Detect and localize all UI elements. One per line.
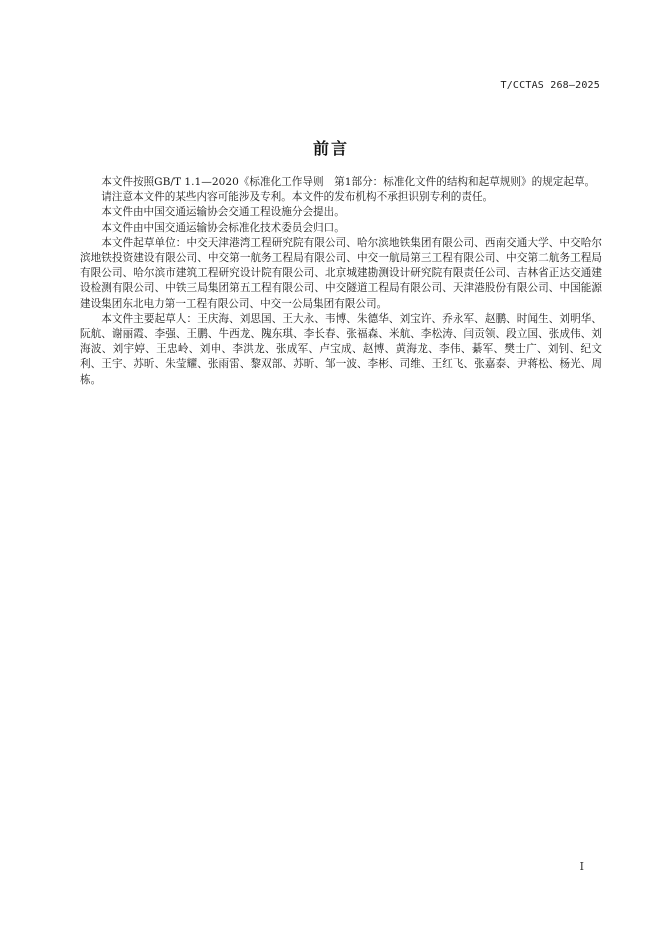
foreword-body [80, 175, 602, 388]
paragraph-drafting-organizations: 本文件起草单位：中交天津港湾工程研究院有限公司、哈尔滨地铁集团有限公司、西南交通大学、中交哈尔滨地铁投资建设有限公司、中交第一航务工程局有限公司、中交一航局第三工程有限公司、中交第二航务工程局有限公司、哈尔滨市建筑工程研究设计院有限公司、北京城建勘测设计研究院有限责任公司、吉林省正达交通建设检测有限公司、中铁三局集团第五工程有限公司、中交隧道工程局有限公司、天津港股份有限公司、中国能源建设集团东北电力第一工程有限公司、中交一公局集团有限公司。 [80, 236, 602, 310]
page-number: I [579, 860, 584, 873]
paragraph-under-jurisdiction: 本文件由中国交通运输协会标准化技术委员会归口。 [101, 221, 345, 234]
paragraph-proposed-by: 本文件由中国交通运输协会交通工程设施分会提出。 [101, 206, 345, 219]
document-code: T/CCTAS 268—2025 [500, 80, 600, 91]
page-title: 前言 [312, 139, 349, 158]
paragraph-patent-notice: 请注意本文件的某些内容可能涉及专利。本文件的发布机构不承担识别专利的责任。 [101, 191, 494, 204]
paragraph-drafters: 本文件主要起草人：王庆海、刘思国、王大永、韦博、朱德华、刘宝许、乔永军、赵鹏、时闻生、刘明华、阮航、谢丽霞、李强、王鹏、牛西龙、隗东琪、李长春、张福森、米航、李松涛、闫贡领、段立国、张成伟、刘海波、刘宇婷、王忠岭、刘申、李洪龙、张成军、卢宝成、赵博、黄海龙、李伟、綦军、樊士广、刘钊、纪文利、王宇、苏昕、朱莹耀、张雨雷、黎双部、苏昕、邹一波、李彬、司维、王红飞、张嘉泰、尹蒋松、杨光、周栋。 [80, 312, 602, 386]
paragraph-drafting-rules: 本文件按照GB/T 1.1—2020《标准化工作导则 第1部分：标准化文件的结构和起草规则》的规定起草。 [101, 176, 596, 188]
